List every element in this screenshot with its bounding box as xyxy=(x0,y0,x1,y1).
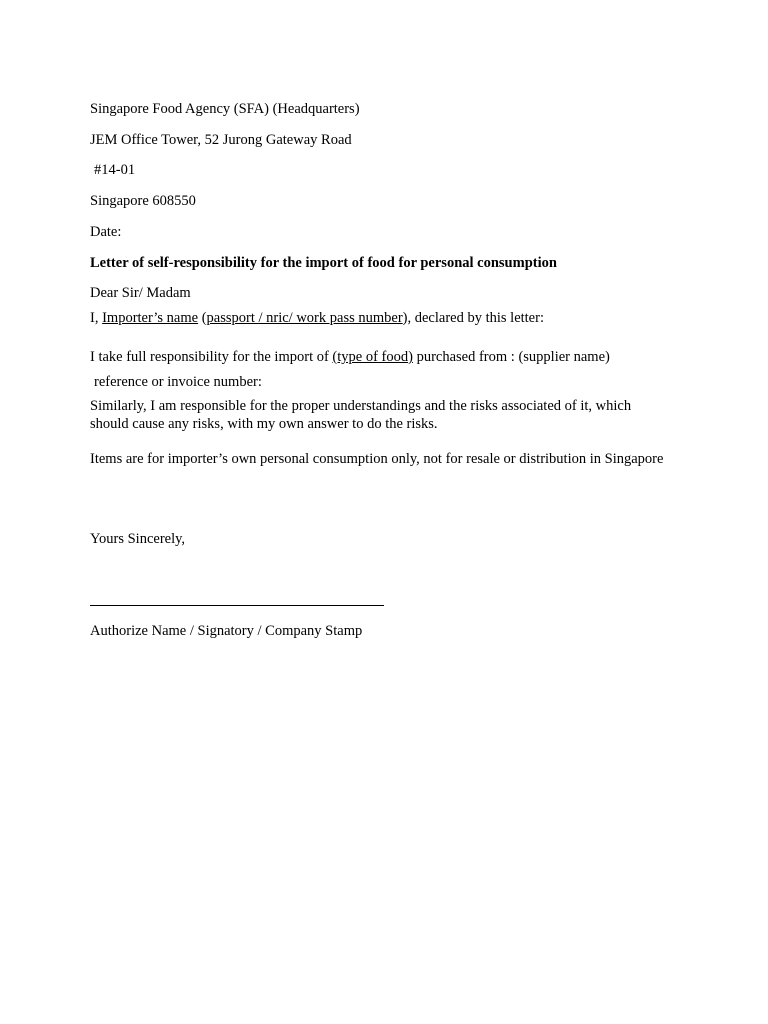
reference-label: reference or invoice number: xyxy=(94,374,262,390)
declaration-prefix: I, xyxy=(90,310,103,326)
declaration-suffix: ), declared by this letter: xyxy=(402,310,544,326)
signature-caption: Authorize Name / Signatory / Company Stamp xyxy=(90,623,363,639)
responsibility-prefix: I take full responsibility for the import of xyxy=(90,349,333,365)
importer-name-placeholder: Importer’s name xyxy=(102,310,199,326)
address-line-3: #14-01 xyxy=(94,162,136,178)
salutation: Dear Sir/ Madam xyxy=(90,285,191,301)
letter-subject: Letter of self-responsibility for the import of food for personal consumption xyxy=(90,255,557,271)
responsibility-suffix: purchased from : (supplier name) xyxy=(412,349,610,365)
declaration-open-paren: ( xyxy=(198,310,207,326)
address-line-4: Singapore 608550 xyxy=(90,193,196,209)
address-line-2: JEM Office Tower, 52 Jurong Gateway Road xyxy=(90,132,352,148)
responsibility-line xyxy=(90,348,610,366)
closing: Yours Sincerely, xyxy=(90,531,186,547)
declaration-line xyxy=(90,309,544,327)
signature-line xyxy=(90,605,384,606)
items-paragraph: Items are for importer’s own personal consumption only, not for resale or distribution in Singapore xyxy=(90,451,664,467)
similarly-paragraph: Similarly, I am responsible for the proper understandings and the risks associated of it, which should cause any risks, with my own answer to do the risks. xyxy=(90,398,632,432)
food-type-placeholder: (type of food) xyxy=(332,349,413,365)
id-number-placeholder: passport / nric/ work pass number xyxy=(206,310,403,326)
date-label: Date: xyxy=(90,224,122,240)
address-line-1: Singapore Food Agency (SFA) (Headquarters) xyxy=(90,101,360,117)
